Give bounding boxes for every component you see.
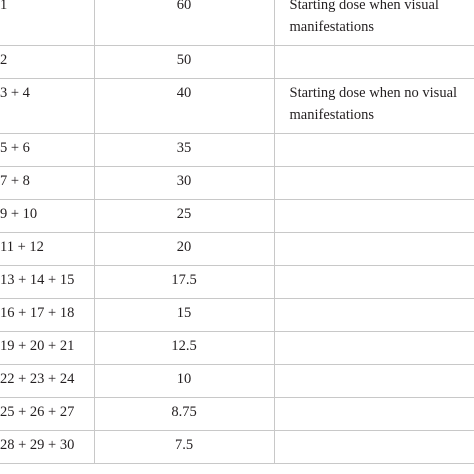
stage-cell: 9 + 10 (0, 200, 94, 233)
table-row (0, 167, 474, 200)
note-cell (274, 79, 474, 134)
note-line-1: Starting dose when visual (289, 0, 439, 13)
stage-cell: 13 + 14 + 15 (0, 266, 94, 299)
note-cell (274, 0, 474, 46)
note-cell (274, 431, 474, 464)
table-row (0, 46, 474, 79)
dose-cell: 17.5 (94, 266, 274, 299)
dose-cell: 30 (94, 167, 274, 200)
table-row (0, 398, 474, 431)
dose-cell: 15 (94, 299, 274, 332)
dose-cell: 50 (94, 46, 274, 79)
stage-cell: 5 + 6 (0, 134, 94, 167)
table-row (0, 79, 474, 134)
table-row (0, 431, 474, 464)
stage-cell: 19 + 20 + 21 (0, 332, 94, 365)
dose-cell: 25 (94, 200, 274, 233)
stage-cell: 7 + 8 (0, 167, 94, 200)
note-line-2: manifestations (289, 19, 375, 35)
stage-cell: 16 + 17 + 18 (0, 299, 94, 332)
table-row (0, 0, 474, 46)
table-row (0, 332, 474, 365)
dose-cell: 8.75 (94, 398, 274, 431)
note-cell (274, 134, 474, 167)
table-row (0, 299, 474, 332)
dose-cell: 7.5 (94, 431, 274, 464)
stage-cell: 28 + 29 + 30 (0, 431, 94, 464)
table-row (0, 365, 474, 398)
note-cell (274, 200, 474, 233)
table-row (0, 134, 474, 167)
note-line-1: Starting dose when no visual (289, 85, 458, 101)
stage-cell: 11 + 12 (0, 233, 94, 266)
dose-cell: 40 (94, 79, 274, 134)
stage-cell: 25 + 26 + 27 (0, 398, 94, 431)
table-row (0, 233, 474, 266)
note-cell (274, 332, 474, 365)
note-cell (274, 365, 474, 398)
stage-cell: 3 + 4 (0, 79, 94, 134)
stage-cell: 2 (0, 46, 94, 79)
stage-cell: 22 + 23 + 24 (0, 365, 94, 398)
stage-cell: 1 (0, 0, 94, 46)
note-cell (274, 398, 474, 431)
dose-cell: 12.5 (94, 332, 274, 365)
note-cell (274, 46, 474, 79)
table-row (0, 200, 474, 233)
dose-cell: 35 (94, 134, 274, 167)
note-cell (274, 299, 474, 332)
dose-cell: 60 (94, 0, 274, 46)
table-row (0, 266, 474, 299)
note-line-2: manifestations (289, 107, 375, 123)
dose-cell: 10 (94, 365, 274, 398)
dose-cell: 20 (94, 233, 274, 266)
note-cell (274, 167, 474, 200)
note-cell (274, 266, 474, 299)
note-cell (274, 233, 474, 266)
